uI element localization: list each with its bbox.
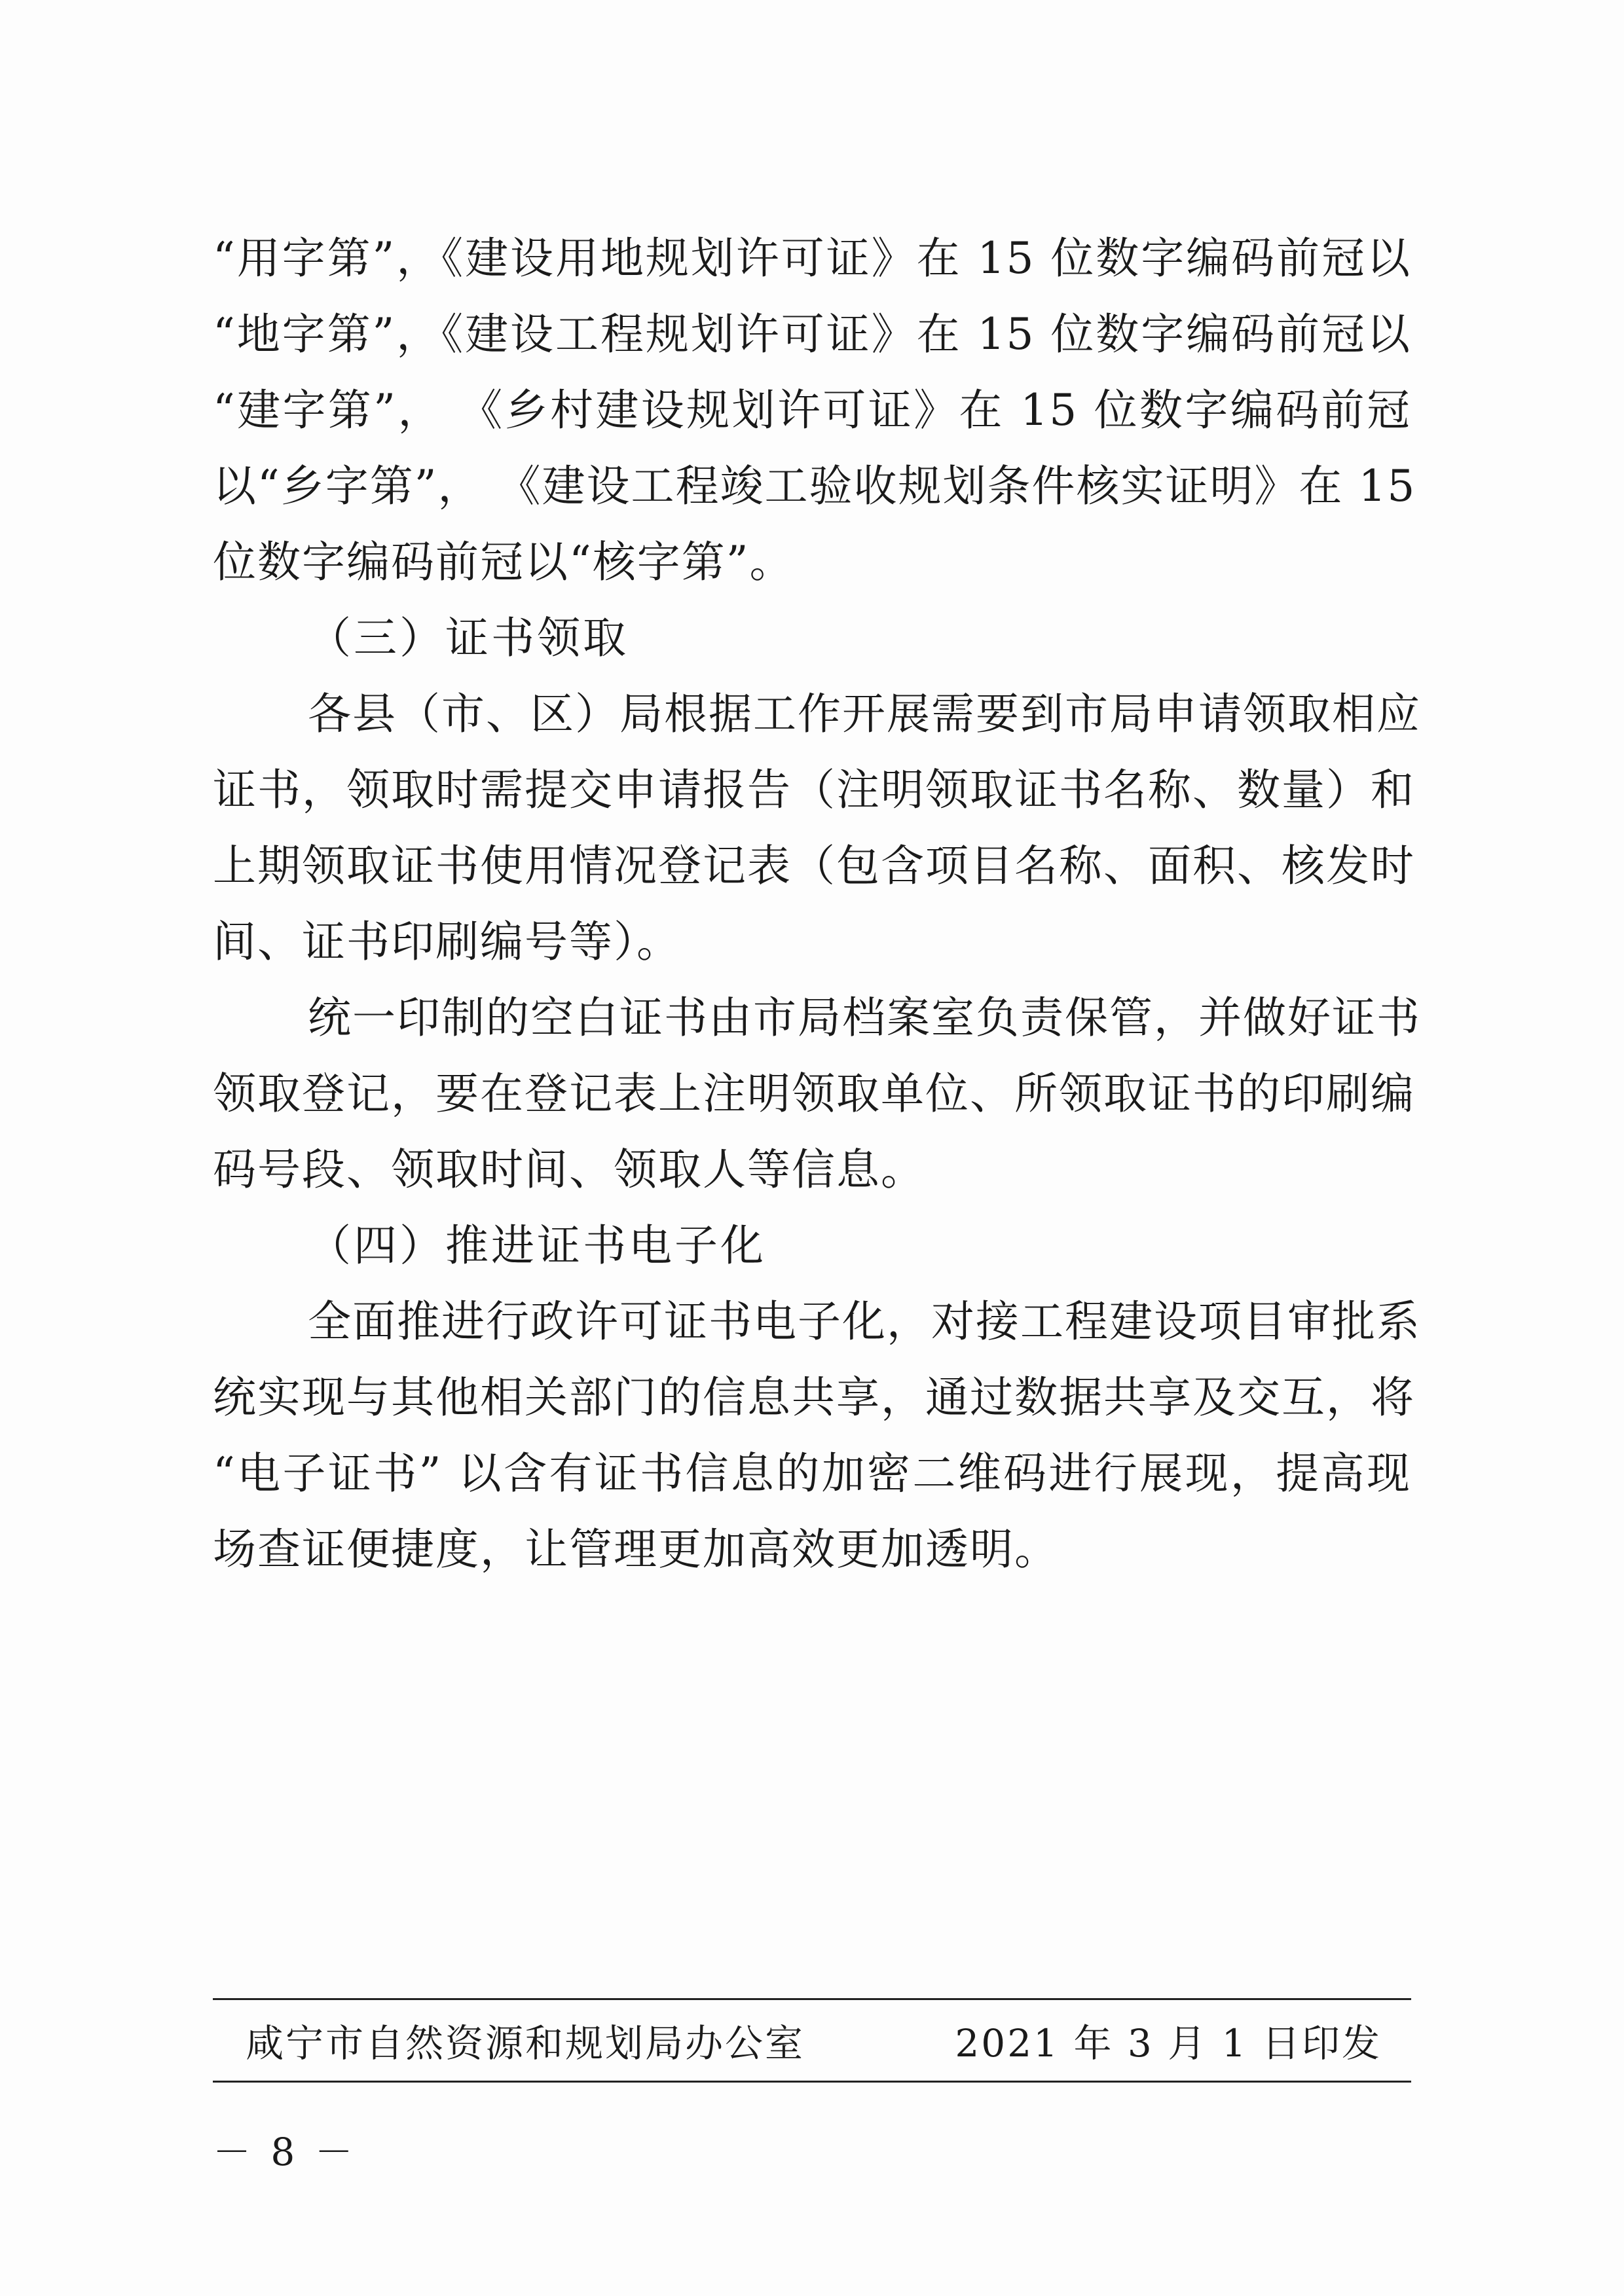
- section-3-para-2-line-2: 领取登记，要在登记表上注明领取单位、所领取证书的印刷编: [213, 1068, 1415, 1119]
- page-number: － 8 －: [213, 2130, 357, 2174]
- section-4-heading: （四）推进证书电子化: [308, 1220, 766, 1271]
- body-line-3: “建字第”， 《乡村建设规划许可证》在 15 位数字编码前冠: [213, 385, 1411, 435]
- section-3-para-1-line-2: 证书，领取时需提交申请报告（注明领取证书名称、数量）和: [213, 765, 1415, 815]
- section-3-para-1-line-4: 间、证书印刷编号等）。: [213, 917, 681, 967]
- footer-top-rule: [213, 1998, 1411, 2000]
- section-3-para-2-line-1: 统一印制的空白证书由市局档案室负责保管，并做好证书: [308, 993, 1421, 1043]
- body-line-4: 以“乡字第”， 《建设工程竣工验收规划条件核实证明》在 15: [213, 461, 1416, 511]
- section-4-para-line-1: 全面推进行政许可证书电子化，对接工程建设项目审批系: [308, 1296, 1421, 1347]
- footer-issuing-office: 咸宁市自然资源和规划局办公室: [246, 2021, 805, 2066]
- body-line-2: “地字第”，《建设工程规划许可证》在 15 位数字编码前冠以: [213, 309, 1411, 359]
- section-4-para-line-2: 统实现与其他相关部门的信息共享，通过数据共享及交互，将: [213, 1372, 1415, 1423]
- section-4-para-line-4: 场查证便捷度，让管理更加高效更加透明。: [213, 1524, 1059, 1575]
- section-4-para-line-3: “电子证书” 以含有证书信息的加密二维码进行展现，提高现: [213, 1448, 1411, 1499]
- body-line-1: “用字第”，《建设用地规划许可证》在 15 位数字编码前冠以: [213, 233, 1411, 283]
- section-3-para-1-line-3: 上期领取证书使用情况登记表（包含项目名称、面积、核发时: [213, 841, 1415, 891]
- footer-issue-date: 2021 年 3 月 1 日印发: [955, 2021, 1382, 2066]
- footer-bottom-rule: [213, 2081, 1411, 2083]
- section-3-heading: （三）证书领取: [308, 613, 629, 663]
- body-line-5: 位数字编码前冠以“核字第”。: [213, 537, 794, 587]
- section-3-para-1-line-1: 各县（市、区）局根据工作开展需要到市局申请领取相应: [308, 689, 1421, 739]
- section-3-para-2-line-3: 码号段、领取时间、领取人等信息。: [213, 1144, 925, 1195]
